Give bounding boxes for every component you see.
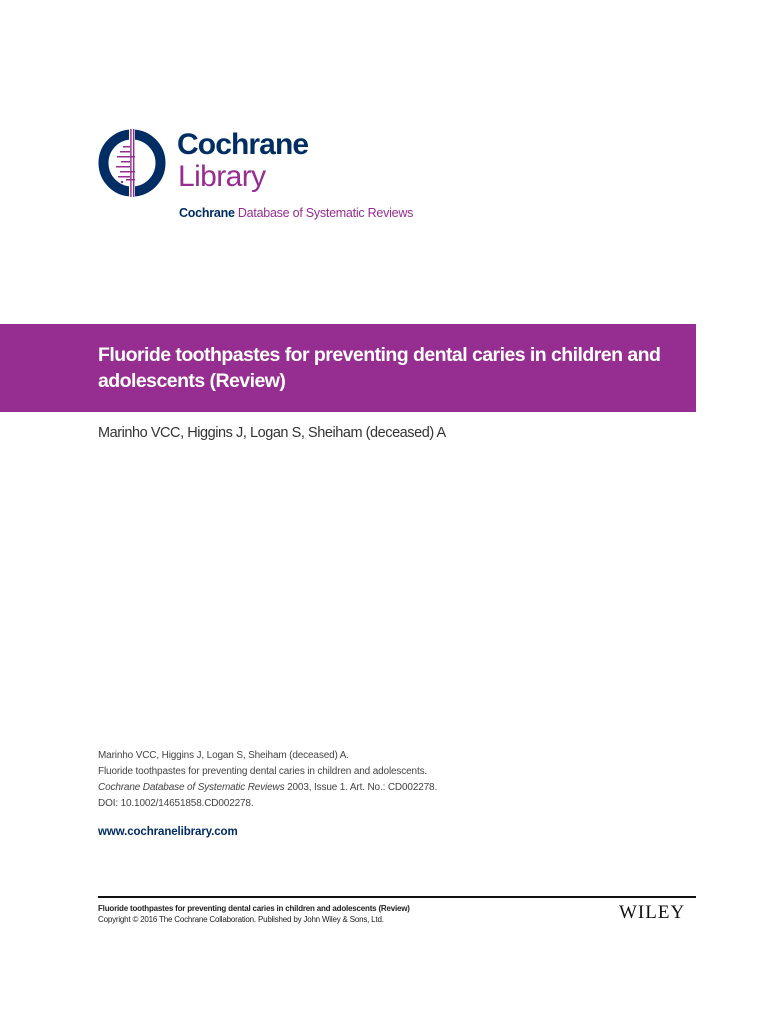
database-subtitle-rest: Database of Systematic Reviews xyxy=(234,206,414,220)
footer-copyright: Copyright © 2016 The Cochrane Collaboration. Published by John Wiley & Sons, Ltd. xyxy=(98,915,384,924)
citation-journal: Cochrane Database of Systematic Reviews xyxy=(98,782,285,793)
wiley-logo: WILEY xyxy=(619,902,686,923)
brand-name-library: Library xyxy=(178,160,266,193)
citation-authors: Marinho VCC, Higgins J, Logan S, Sheiham (deceased) A. xyxy=(98,750,349,761)
citation-doi: DOI: 10.1002/14651858.CD002278. xyxy=(98,798,254,809)
citation-title: Fluoride toothpastes for preventing dental caries in children and adolescents. xyxy=(98,766,428,777)
citation-block xyxy=(98,748,437,812)
brand-name-cochrane: Cochrane xyxy=(177,128,309,161)
citation-source xyxy=(98,780,437,796)
footer-divider xyxy=(98,896,696,898)
citation-details: 2003, Issue 1. Art. No.: CD002278. xyxy=(284,782,438,793)
title-banner xyxy=(0,324,696,412)
footer-text xyxy=(98,903,410,925)
database-subtitle xyxy=(179,205,413,221)
authors-line: Marinho VCC, Higgins J, Logan S, Sheiham (deceased) A xyxy=(98,425,446,441)
website-link[interactable]: www.cochranelibrary.com xyxy=(98,826,238,838)
cochrane-logo-icon xyxy=(97,128,167,198)
database-subtitle-strong: Cochrane xyxy=(179,206,235,220)
review-title: Fluoride toothpastes for preventing dental caries in children and adolescents (Review) xyxy=(98,344,661,392)
footer-title: Fluoride toothpastes for preventing dental caries in children and adolescents (Review) xyxy=(98,904,410,913)
